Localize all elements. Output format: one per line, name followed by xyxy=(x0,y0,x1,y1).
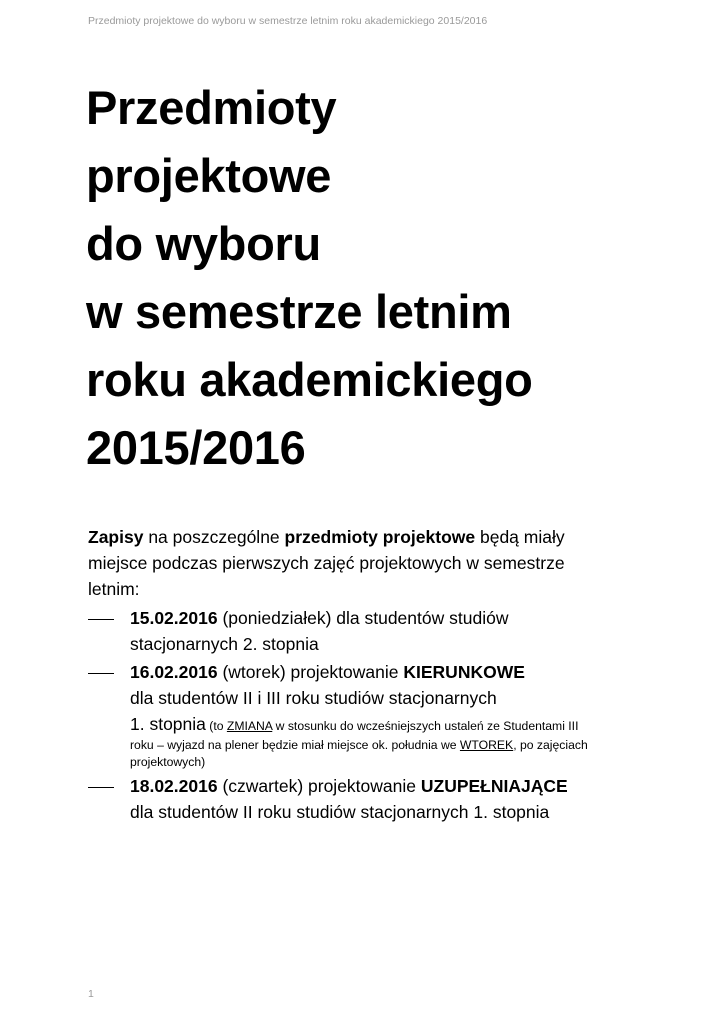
intro-line: letnim: xyxy=(88,579,140,599)
item-line: dla studentów II roku studiów stacjonarnych 1. stopnia xyxy=(130,802,550,822)
intro-text: będą miały xyxy=(475,527,565,547)
running-header: Przedmioty projektowe do wyboru w semestrze letnim roku akademickiego 2015/2016 xyxy=(88,15,488,27)
item-date: 18.02.2016 xyxy=(130,776,218,796)
title-line: w semestrze letnim xyxy=(86,285,512,338)
title-line: 2015/2016 xyxy=(86,421,306,474)
note-underline: ZMIANA xyxy=(226,719,273,733)
item-line: dla studentów II i III roku studiów stacjonarnych xyxy=(130,688,497,708)
note-text: , po zajęciach xyxy=(513,738,588,752)
list-item xyxy=(88,605,648,657)
item-bold: UZUPEŁNIAJĄCE xyxy=(420,776,568,796)
title-line: roku akademickiego xyxy=(86,353,533,406)
note-line: projektowych) xyxy=(130,755,206,769)
intro-paragraph xyxy=(88,524,638,602)
item-line xyxy=(130,659,648,685)
schedule-list xyxy=(88,605,648,827)
item-line xyxy=(130,711,648,737)
intro-line: miejsce podczas pierwszych zajęć projektowych w semestrze xyxy=(88,553,565,573)
note-underline: WTOREK xyxy=(459,738,514,752)
item-date: 16.02.2016 xyxy=(130,662,218,682)
item-text: (wtorek) projektowanie xyxy=(217,662,404,682)
title-line: projektowe xyxy=(86,149,332,202)
item-line xyxy=(130,773,648,799)
intro-bold-przedmioty: przedmioty projektowe xyxy=(284,527,476,547)
intro-text: na poszczególne xyxy=(143,527,285,547)
page-title xyxy=(86,74,686,482)
intro-line xyxy=(88,524,638,550)
dash-bullet-icon xyxy=(88,787,114,788)
note-text: w stosunku do wcześniejszych ustaleń ze Studentami III xyxy=(272,719,579,733)
title-line: do wyboru xyxy=(86,217,321,270)
item-text: (czwartek) projektowanie xyxy=(217,776,421,796)
note-text: roku – wyjazd na plener będzie miał miejsce ok. południa we xyxy=(130,738,460,752)
item-line xyxy=(130,605,648,631)
dash-bullet-icon xyxy=(88,673,114,674)
page-number: 1 xyxy=(88,988,94,1000)
item-bold: KIERUNKOWE xyxy=(403,662,525,682)
title-line: Przedmioty xyxy=(86,81,337,134)
note-line xyxy=(130,737,648,754)
item-line: stacjonarnych 2. stopnia xyxy=(130,634,319,654)
intro-bold-zapisy: Zapisy xyxy=(88,527,144,547)
item-date: 15.02.2016 xyxy=(130,608,218,628)
dash-bullet-icon xyxy=(88,619,114,620)
item-text: 1. stopnia xyxy=(130,714,206,734)
list-item xyxy=(88,659,648,771)
list-item xyxy=(88,773,648,825)
item-text: (poniedziałek) dla studentów studiów xyxy=(217,608,509,628)
note-text: (to xyxy=(205,719,227,733)
